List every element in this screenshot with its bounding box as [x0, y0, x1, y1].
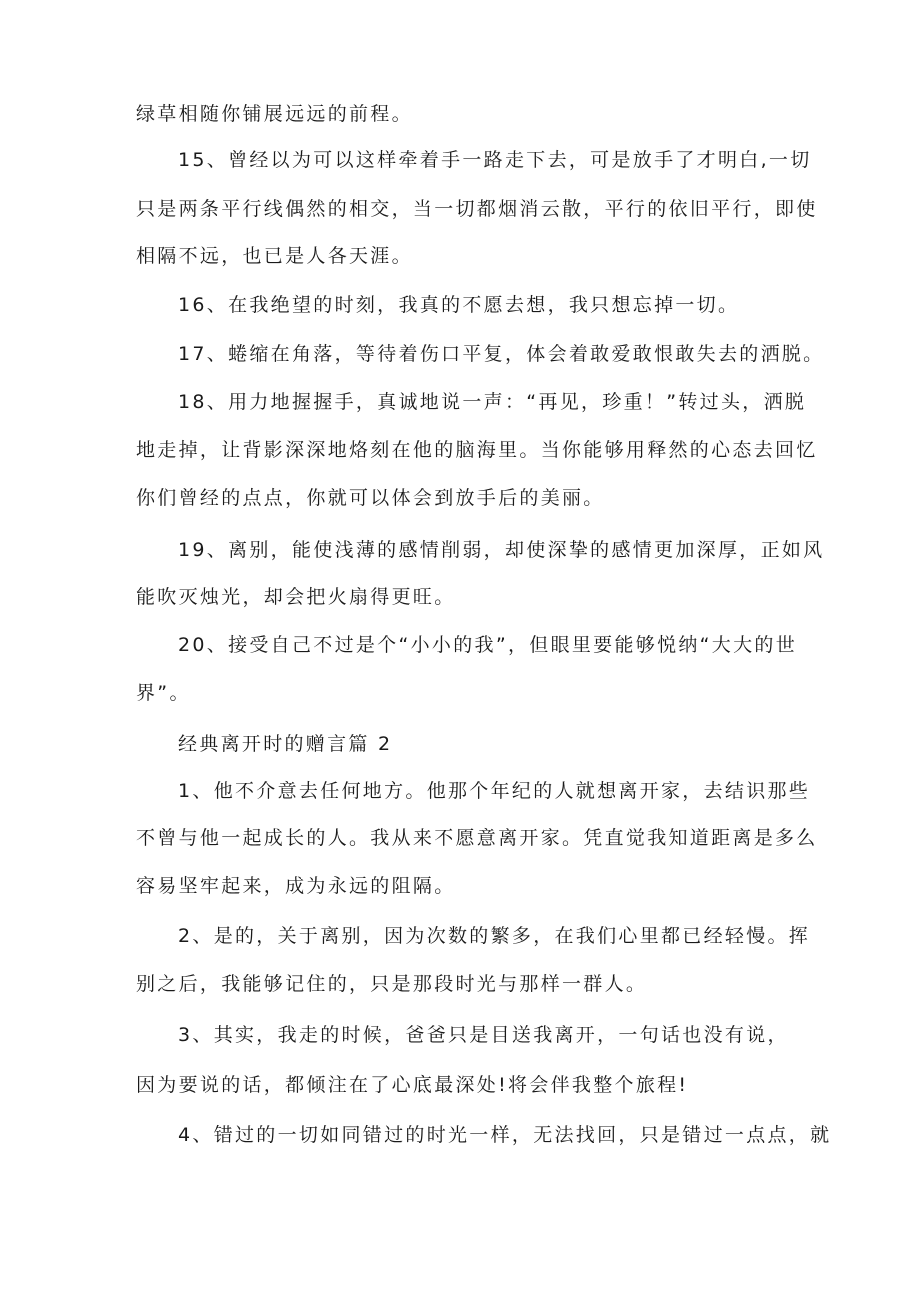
section-heading: 经典离开时的赠言篇 2 [178, 733, 393, 755]
text-line: 地走掉，让背影深深地烙刻在他的脑海里。当你能够用释然的心态去回忆 [136, 439, 818, 461]
text-line: 2、是的，关于离别，因为次数的繁多，在我们心里都已经轻慢。挥 [178, 925, 811, 947]
text-line: 别之后，我能够记住的，只是那段时光与那样一群人。 [136, 973, 648, 995]
text-line: 界”。 [136, 682, 191, 704]
text-line: 不曾与他一起成长的人。我从来不愿意离开家。凭直觉我知道距离是多么 [136, 827, 818, 849]
text-line: 能吹灭烛光，却会把火扇得更旺。 [136, 586, 456, 608]
text-line: 你们曾经的点点，你就可以体会到放手后的美丽。 [136, 487, 605, 509]
text-line: 19、离别，能使浅薄的感情削弱，却使深挚的感情更加深厚，正如风 [178, 539, 825, 561]
text-line: 因为要说的话，都倾注在了心底最深处!将会伴我整个旅程! [136, 1074, 689, 1096]
text-line: 18、用力地握握手，真诚地说一声：“再见，珍重！”转过头，洒脱 [178, 391, 807, 413]
text-line: 1、他不介意去任何地方。他那个年纪的人就想离开家，去结识那些 [178, 780, 811, 802]
text-line: 只是两条平行线偶然的相交，当一切都烟消云散，平行的依旧平行，即使 [136, 198, 818, 220]
text-line: 4、错过的一切如同错过的时光一样，无法找回，只是错过一点点，就 [178, 1124, 832, 1146]
text-line: 20、接受自己不过是个“小小的我”，但眼里要能够悦纳“大大的世 [178, 634, 798, 656]
text-line: 绿草相随你铺展远远的前程。 [136, 103, 413, 125]
text-line: 17、蜷缩在角落，等待着伤口平复，体会着敢爱敢恨敢失去的洒脱。 [178, 343, 825, 365]
text-line: 16、在我绝望的时刻，我真的不愿去想，我只想忘掉一切。 [178, 294, 740, 316]
text-line: 相隔不远，也已是人各天涯。 [136, 245, 413, 267]
text-line: 15、曾经以为可以这样牵着手一路走下去，可是放手了才明白,一切 [178, 149, 812, 171]
text-line: 容易坚牢起来，成为永远的阻隔。 [136, 875, 456, 897]
text-line: 3、其实，我走的时候，爸爸只是目送我离开，一句话也没有说， [178, 1024, 789, 1046]
